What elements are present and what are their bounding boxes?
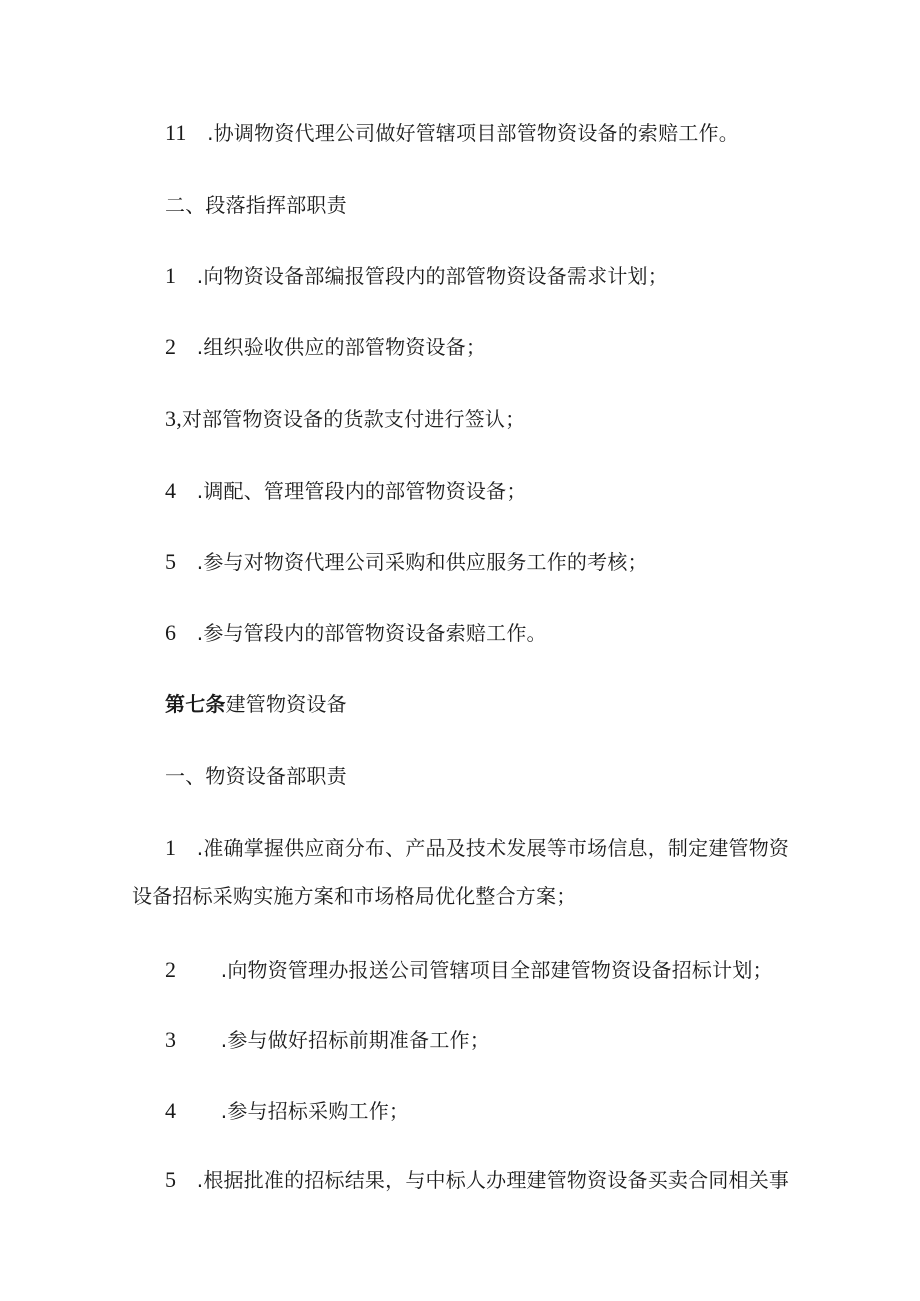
article-title: 建管物资设备 xyxy=(225,692,347,716)
item-number: 1 xyxy=(165,263,177,288)
item-text: 组织验收供应的部管物资设备； xyxy=(203,335,487,359)
item-number: 6 xyxy=(165,620,177,645)
paragraph-item-1 xyxy=(165,262,668,290)
item-number: 11 xyxy=(165,120,187,145)
item-text: 对部管物资设备的货款支付进行签认； xyxy=(181,407,526,431)
item-number: 5 xyxy=(165,1167,177,1192)
item-separator: . xyxy=(220,958,228,982)
item-number: 4 xyxy=(165,1098,177,1123)
item-separator: . xyxy=(196,264,204,288)
item-number: 3, xyxy=(165,406,182,431)
item-text: 参与招标采购工作； xyxy=(227,1099,410,1123)
item-text: 参与对物资代理公司采购和供应服务工作的考核； xyxy=(203,550,648,574)
paragraph-item-3-b xyxy=(165,1026,490,1054)
item-text: 根据批准的招标结果，与中标人办理建管物资设备买卖合同相关事 xyxy=(203,1168,790,1192)
article-number: 第七条 xyxy=(165,692,226,716)
item-text: 参与管段内的部管物资设备索赔工作。 xyxy=(203,621,547,645)
item-separator: . xyxy=(196,479,204,503)
item-number: 1 xyxy=(165,835,177,860)
paragraph-item-5-b xyxy=(165,1166,789,1194)
item-separator: . xyxy=(196,550,204,574)
item-text: 设备招标采购实施方案和市场格局优化整合方案； xyxy=(132,884,577,908)
item-text: 向物资设备部编报管段内的部管物资设备需求计划； xyxy=(203,264,668,288)
item-separator: . xyxy=(196,1168,204,1192)
item-separator: . xyxy=(196,621,204,645)
paragraph-item-1-b xyxy=(165,834,789,862)
item-number: 5 xyxy=(165,549,177,574)
paragraph-item-11 xyxy=(165,119,739,147)
item-text: 向物资管理办报送公司管辖项目全部建管物资设备招标计划； xyxy=(227,958,773,982)
paragraph-item-3 xyxy=(165,405,525,433)
paragraph-item-4 xyxy=(165,477,527,505)
heading-text: 一、物资设备部职责 xyxy=(165,764,347,788)
paragraph-item-2-b xyxy=(165,956,773,984)
item-separator: . xyxy=(207,121,214,145)
paragraph-item-5 xyxy=(165,548,648,576)
item-text: 调配、管理管段内的部管物资设备； xyxy=(203,479,527,503)
item-number: 3 xyxy=(165,1027,177,1052)
item-separator: . xyxy=(196,335,204,359)
item-separator: . xyxy=(196,836,204,860)
article-heading-7 xyxy=(165,690,347,718)
item-separator: . xyxy=(220,1028,228,1052)
item-separator: . xyxy=(220,1099,228,1123)
item-number: 2 xyxy=(165,334,177,359)
paragraph-item-2 xyxy=(165,333,486,361)
section-heading-segment-hq xyxy=(165,191,347,219)
item-number: 2 xyxy=(165,957,177,982)
paragraph-item-6 xyxy=(165,619,547,647)
paragraph-item-4-b xyxy=(165,1097,409,1125)
heading-text: 二、段落指挥部职责 xyxy=(165,193,347,217)
item-text: 准确掌握供应商分布、产品及技术发展等市场信息，制定建管物资 xyxy=(203,836,790,860)
section-heading-materials-dept xyxy=(165,762,347,790)
paragraph-continuation xyxy=(132,882,576,910)
item-number: 4 xyxy=(165,478,177,503)
item-text: 协调物资代理公司做好管辖项目部管物资设备的索赔工作。 xyxy=(213,121,739,145)
item-text: 参与做好招标前期准备工作； xyxy=(227,1028,490,1052)
